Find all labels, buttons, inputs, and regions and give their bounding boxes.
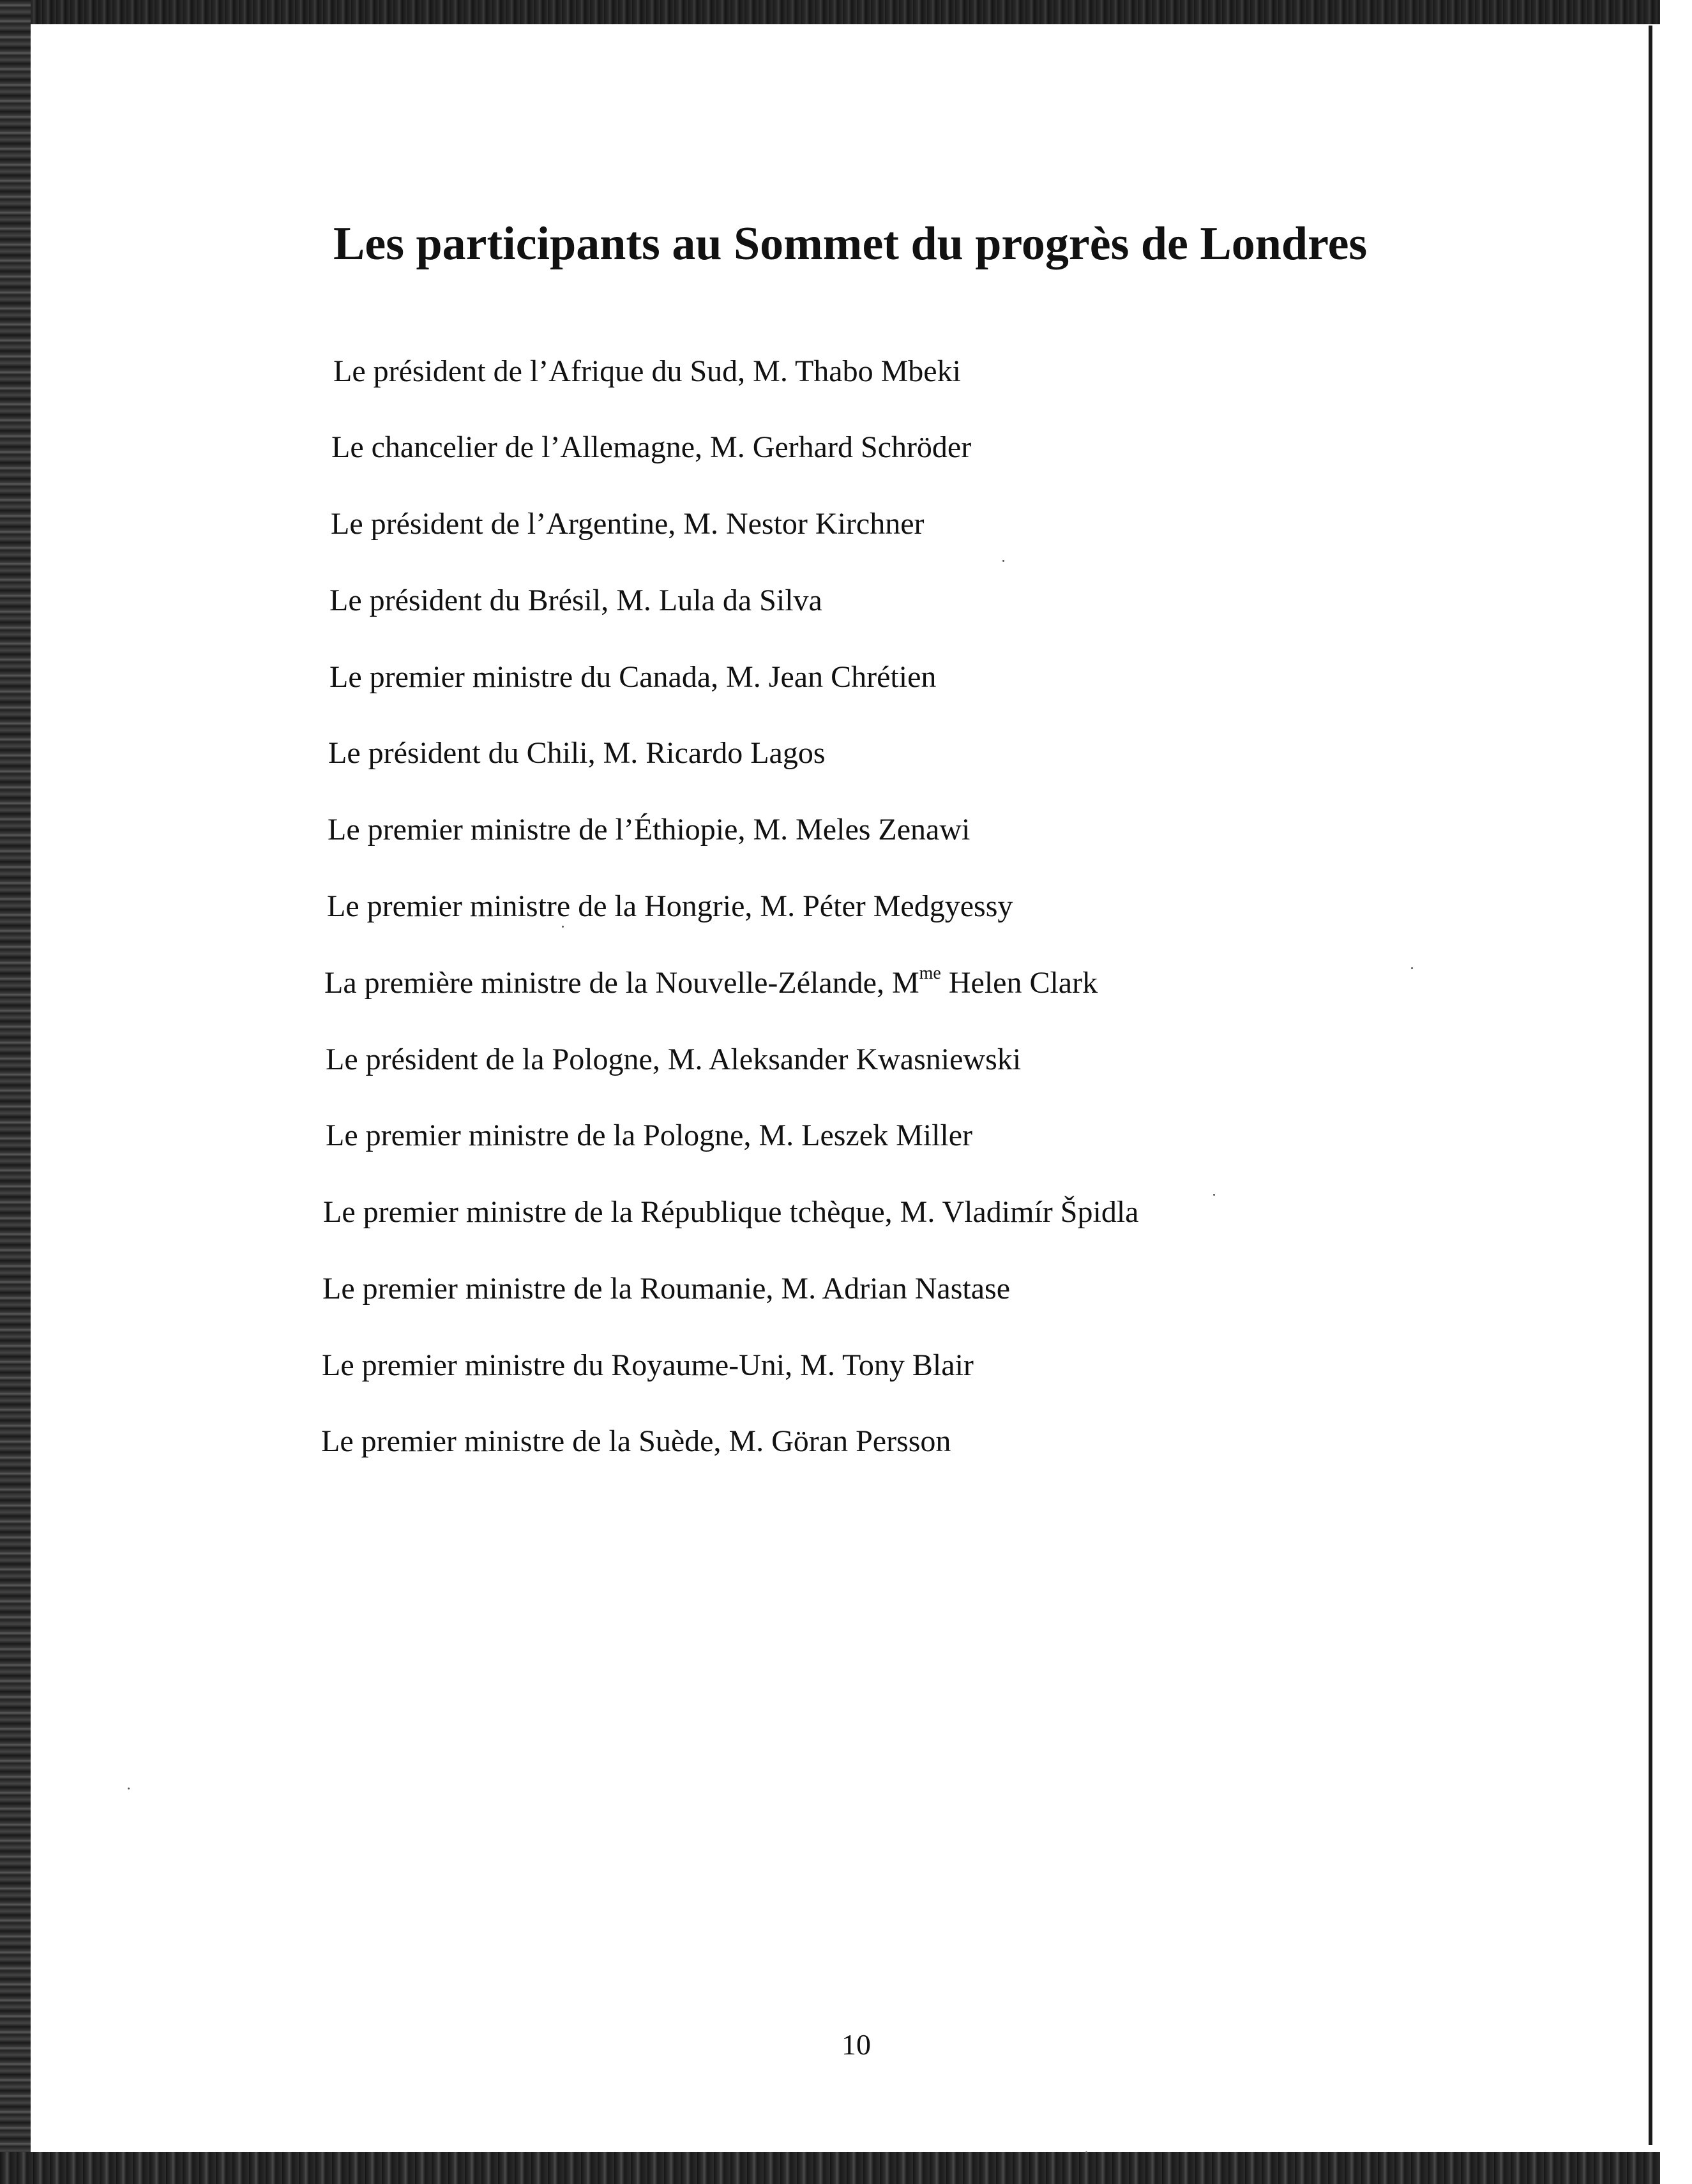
participant-item: Le président de la Pologne, M. Aleksander Kwasniewski [326,1043,1022,1076]
participant-item: Le président du Brésil, M. Lula da Silva [329,584,822,617]
page-title: Les participants au Sommet du progrès de Londres [333,218,1368,270]
participant-item: Le premier ministre du Royaume-Uni, M. Tony Blair [322,1348,974,1382]
scan-speck [562,926,564,928]
scan-speck [1411,967,1413,969]
scan-speck [128,1788,130,1789]
scan-speck [1085,2151,1087,2153]
participant-text: La première ministre de la Nouvelle-Zélande, M [324,966,919,1000]
participant-item: Le premier ministre de la Pologne, M. Leszek Miller [326,1118,973,1152]
participant-item: Le président du Chili, M. Ricardo Lagos [328,736,826,770]
participant-item: Le premier ministre de la Hongrie, M. Péter Medgyessy [327,889,1013,923]
participant-item: Le premier ministre de la Suède, M. Göran Persson [321,1424,951,1458]
participant-item: Le premier ministre de la Roumanie, M. Adrian Nastase [322,1272,1011,1306]
participant-item: Le chancelier de l’Allemagne, M. Gerhard Schröder [331,430,972,464]
participant-text: Helen Clark [940,966,1098,1000]
scan-speck [1213,1194,1215,1196]
scan-edge-left [0,0,31,2184]
participant-item: Le premier ministre de l’Éthiopie, M. Meles Zenawi [328,813,971,847]
scan-edge-right-line [1649,26,1652,2145]
scan-edge-bottom [0,2152,1692,2184]
participant-item [324,964,1098,1002]
scan-edge-right [1660,0,1692,2184]
participant-item: Le premier ministre de la République tchèque, M. Vladimír Špidla [323,1195,1139,1229]
participant-item: Le premier ministre du Canada, M. Jean Chrétien [329,660,937,694]
title-superscript: me [919,963,941,983]
participant-item: Le président de l’Argentine, M. Nestor Kirchner [331,507,925,541]
scan-speck [1002,560,1004,562]
participant-item: Le président de l’Afrique du Sud, M. Thabo Mbeki [333,354,961,388]
page-number: 10 [842,2028,871,2061]
scan-edge-top [0,0,1692,24]
